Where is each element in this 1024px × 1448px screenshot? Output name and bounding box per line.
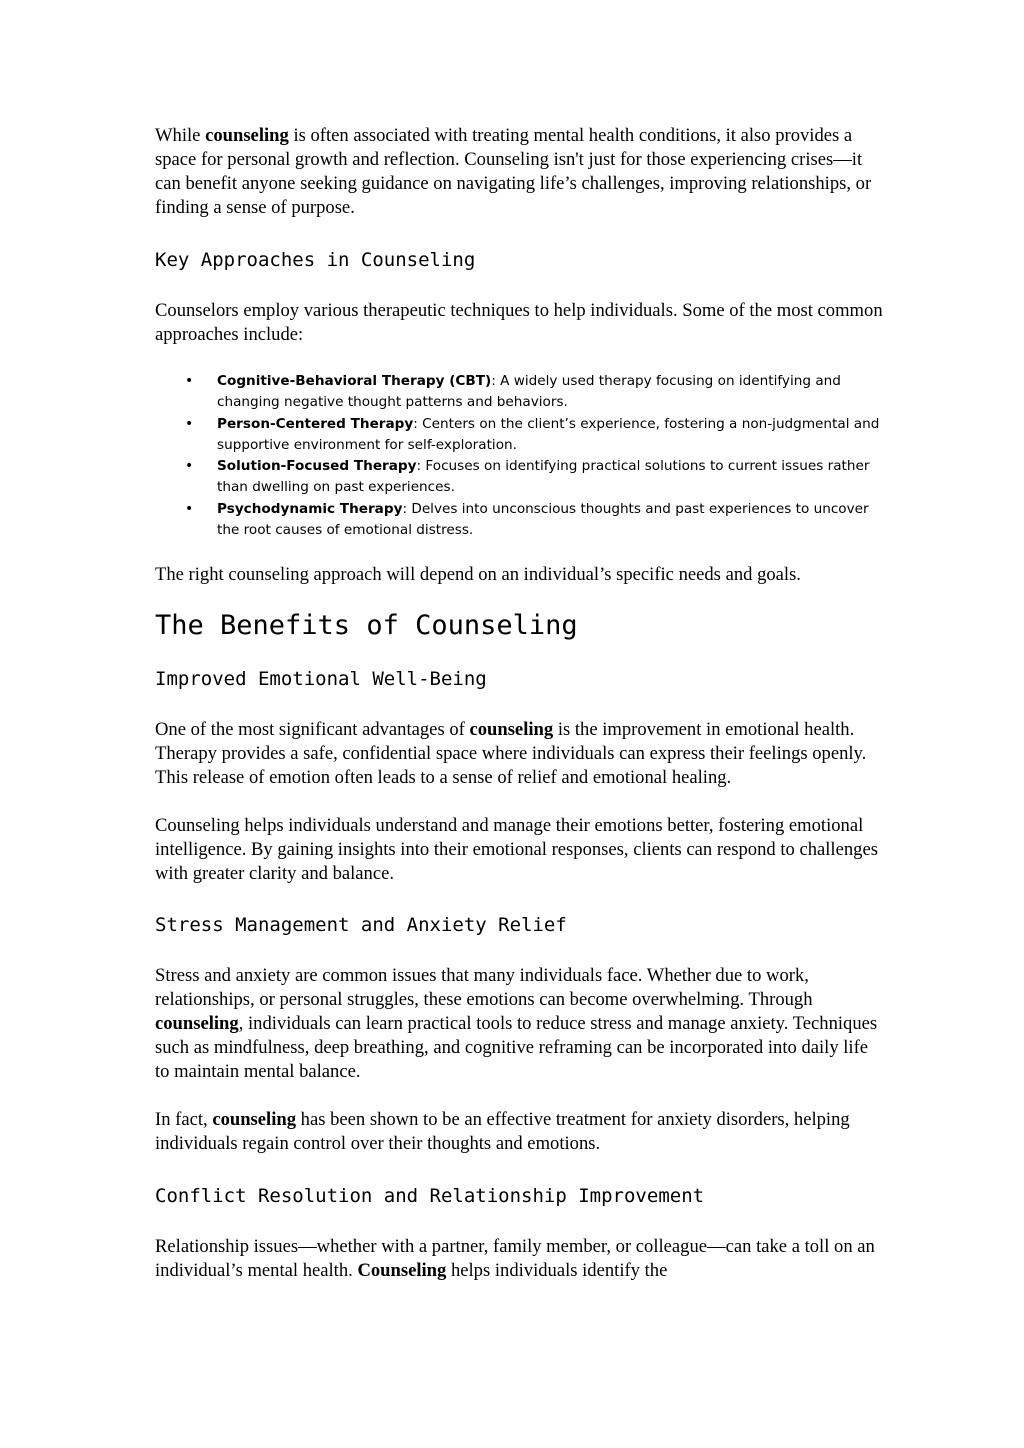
heading-conflict-resolution: Conflict Resolution and Relationship Improvement bbox=[155, 1185, 705, 1208]
approaches-closing-paragraph: The right counseling approach will depend on an individual’s specific needs and goals. bbox=[155, 564, 801, 586]
stress-paragraph-1: Stress and anxiety are common issues that many individuals face. Whether due to work, relationships, or personal struggles, these emotions can become overwhelming. Through counseling, individuals can learn practical tools to reduce stress and manage anxiety. Techniques such as mindfulness, deep breathing, and cognitive reframing can be incorporated into daily life to maintain mental balance. bbox=[155, 965, 878, 1083]
intro-paragraph: While counseling is often associated with treating mental health conditions, it also provides a space for personal growth and reflection. Counseling isn't just for those experiencing crises—it can benefit anyone seeking guidance on navigating life’s challenges, improving relationships, or finding a sense of purpose. bbox=[155, 125, 872, 218]
list-item: • Solution-Focused Therapy: Focuses on identifying practical solutions to current issues rather than dwelling on past experiences. bbox=[185, 458, 870, 496]
heading-benefits: The Benefits of Counseling bbox=[155, 610, 578, 642]
bullet-icon: • bbox=[185, 500, 194, 517]
heading-emotional-well-being: Improved Emotional Well-Being bbox=[155, 668, 487, 691]
bullet-icon: • bbox=[185, 415, 194, 432]
emotional-paragraph-1: One of the most significant advantages of counseling is the improvement in emotional health. Therapy provides a safe, confidential space where individuals can express their feelings openly. This release of emotion often leads to a sense of relief and emotional healing. bbox=[155, 719, 867, 789]
bullet-icon: • bbox=[185, 458, 194, 475]
document-page bbox=[155, 124, 885, 1283]
keyword-counseling: counseling bbox=[212, 1109, 297, 1131]
keyword-counseling: Counseling bbox=[357, 1260, 447, 1282]
list-item: • Cognitive-Behavioral Therapy (CBT): A widely used therapy focusing on identifying and changing negative thought patterns and behaviors. bbox=[185, 373, 841, 411]
list-item: • Person-Centered Therapy: Centers on the client’s experience, fostering a non-judgmental and supportive environment for self-exploration. bbox=[185, 415, 880, 453]
heading-key-approaches: Key Approaches in Counseling bbox=[155, 249, 476, 271]
emotional-paragraph-2: Counseling helps individuals understand and manage their emotions better, fostering emotional intelligence. By gaining insights into their emotional responses, clients can respond to challenges with greater clarity and balance. bbox=[155, 815, 878, 885]
conflict-paragraph-1: Relationship issues—whether with a partner, family member, or colleague—can take a toll on an individual’s mental health. Counseling helps individuals identify the bbox=[155, 1236, 875, 1282]
approaches-lead-paragraph: Counselors employ various therapeutic techniques to help individuals. Some of the most common approaches include: bbox=[155, 300, 883, 345]
approaches-list bbox=[155, 371, 885, 541]
heading-stress-management: Stress Management and Anxiety Relief bbox=[155, 914, 567, 937]
keyword-counseling: counseling bbox=[155, 1013, 239, 1035]
bullet-icon: • bbox=[185, 373, 194, 389]
keyword-counseling: counseling bbox=[205, 125, 289, 146]
stress-paragraph-2: In fact, counseling has been shown to be an effective treatment for anxiety disorders, helping individuals regain control over their thoughts and emotions. bbox=[155, 1109, 850, 1155]
list-item: • Psychodynamic Therapy: Delves into unconscious thoughts and past experiences to uncover the root causes of emotional distress. bbox=[185, 500, 869, 539]
keyword-counseling: counseling bbox=[469, 719, 554, 741]
